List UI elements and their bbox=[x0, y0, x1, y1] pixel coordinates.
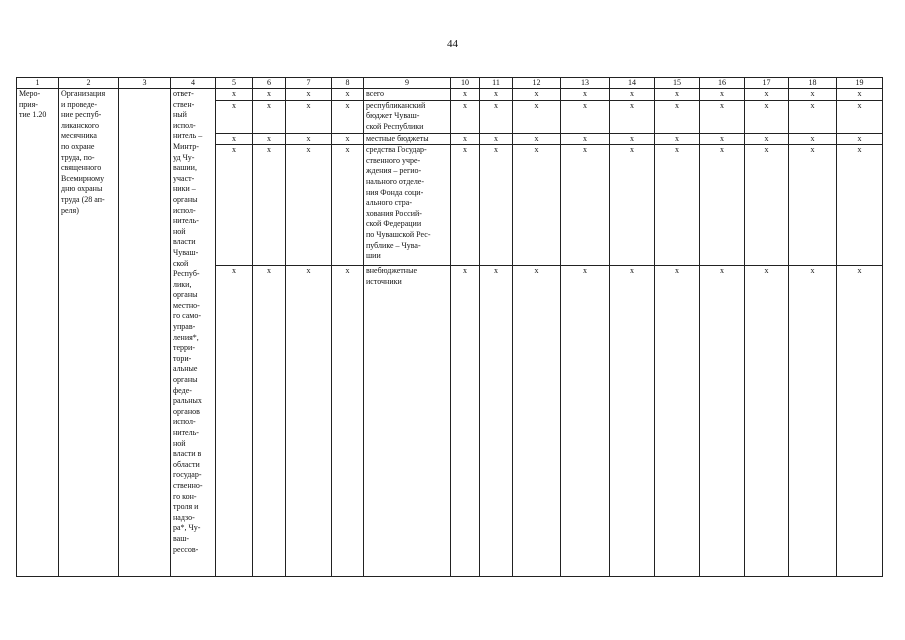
mark-cell: x bbox=[332, 145, 364, 266]
column-number: 1 bbox=[17, 78, 59, 89]
mark-cell: x bbox=[253, 145, 286, 266]
mark-cell: x bbox=[561, 89, 610, 101]
column-number: 17 bbox=[745, 78, 789, 89]
mark-cell: x bbox=[700, 89, 745, 101]
column-number: 4 bbox=[171, 78, 216, 89]
mark-cell: x bbox=[451, 266, 480, 577]
mark-cell: x bbox=[700, 100, 745, 133]
mark-cell: x bbox=[253, 100, 286, 133]
mark-cell: x bbox=[480, 266, 513, 577]
mark-cell: x bbox=[332, 266, 364, 577]
funding-source: средства Государ- ственного учре- ждения – регио- нального отделе- ния Фонда соци- ального стра- хования Россий- ской Федерации по Чувашской Рес- публике – Чува- шии bbox=[364, 145, 451, 266]
funding-source: всего bbox=[364, 89, 451, 101]
funding-source: республиканский бюджет Чуваш- ской Республики bbox=[364, 100, 451, 133]
mark-cell: x bbox=[286, 100, 332, 133]
mark-cell: x bbox=[480, 145, 513, 266]
mark-cell: x bbox=[286, 89, 332, 101]
column-number: 19 bbox=[837, 78, 883, 89]
mark-cell: x bbox=[837, 266, 883, 577]
mark-cell: x bbox=[610, 89, 655, 101]
mark-cell: x bbox=[789, 100, 837, 133]
mark-cell: x bbox=[789, 266, 837, 577]
mark-cell: x bbox=[700, 145, 745, 266]
mark-cell: x bbox=[789, 145, 837, 266]
funding-source: местные бюджеты bbox=[364, 133, 451, 145]
funding-row bbox=[17, 89, 883, 101]
mark-cell: x bbox=[286, 266, 332, 577]
mark-cell: x bbox=[837, 133, 883, 145]
mark-cell: x bbox=[216, 266, 253, 577]
mark-cell: x bbox=[216, 89, 253, 101]
mark-cell: x bbox=[745, 133, 789, 145]
mark-cell: x bbox=[561, 133, 610, 145]
column-number: 15 bbox=[655, 78, 700, 89]
mark-cell: x bbox=[253, 89, 286, 101]
mark-cell: x bbox=[451, 133, 480, 145]
mark-cell: x bbox=[789, 133, 837, 145]
mark-cell: x bbox=[286, 133, 332, 145]
mark-cell: x bbox=[745, 145, 789, 266]
mark-cell: x bbox=[745, 266, 789, 577]
mark-cell: x bbox=[655, 145, 700, 266]
mark-cell: x bbox=[837, 145, 883, 266]
mark-cell: x bbox=[216, 145, 253, 266]
mark-cell: x bbox=[610, 133, 655, 145]
mark-cell: x bbox=[655, 89, 700, 101]
column-number: 9 bbox=[364, 78, 451, 89]
mark-cell: x bbox=[480, 100, 513, 133]
mark-cell: x bbox=[837, 89, 883, 101]
mark-cell: x bbox=[332, 89, 364, 101]
mark-cell: x bbox=[513, 266, 561, 577]
mark-cell: x bbox=[610, 266, 655, 577]
mark-cell: x bbox=[451, 89, 480, 101]
program-table bbox=[16, 77, 883, 577]
mark-cell: x bbox=[332, 100, 364, 133]
mark-cell: x bbox=[655, 100, 700, 133]
mark-cell: x bbox=[700, 133, 745, 145]
mark-cell: x bbox=[513, 145, 561, 266]
mark-cell: x bbox=[480, 133, 513, 145]
mark-cell: x bbox=[451, 145, 480, 266]
column-number: 6 bbox=[253, 78, 286, 89]
column-number: 2 bbox=[59, 78, 119, 89]
event-title: Организация и проведе- ние респуб- ликанского месячника по охране труда, по- священного Всемирному дню охраны труда (28 ап- реля) bbox=[59, 89, 119, 577]
mark-cell: x bbox=[513, 133, 561, 145]
mark-cell: x bbox=[610, 100, 655, 133]
mark-cell: x bbox=[700, 266, 745, 577]
column-number: 13 bbox=[561, 78, 610, 89]
column-number: 5 bbox=[216, 78, 253, 89]
column-number: 8 bbox=[332, 78, 364, 89]
mark-cell: x bbox=[610, 145, 655, 266]
column-number: 10 bbox=[451, 78, 480, 89]
mark-cell: x bbox=[216, 100, 253, 133]
mark-cell: x bbox=[513, 89, 561, 101]
column-number: 12 bbox=[513, 78, 561, 89]
mark-cell: x bbox=[789, 89, 837, 101]
mark-cell: x bbox=[561, 100, 610, 133]
mark-cell: x bbox=[513, 100, 561, 133]
mark-cell: x bbox=[253, 266, 286, 577]
mark-cell: x bbox=[561, 266, 610, 577]
event-col3 bbox=[119, 89, 171, 577]
column-number: 14 bbox=[610, 78, 655, 89]
event-code: Меро- прия- тие 1.20 bbox=[17, 89, 59, 577]
column-number: 3 bbox=[119, 78, 171, 89]
mark-cell: x bbox=[837, 100, 883, 133]
funding-source: внебюджетные источники bbox=[364, 266, 451, 577]
column-number: 16 bbox=[700, 78, 745, 89]
mark-cell: x bbox=[561, 145, 610, 266]
column-number: 18 bbox=[789, 78, 837, 89]
mark-cell: x bbox=[745, 100, 789, 133]
mark-cell: x bbox=[253, 133, 286, 145]
column-number: 7 bbox=[286, 78, 332, 89]
column-number-row bbox=[17, 78, 883, 89]
mark-cell: x bbox=[655, 266, 700, 577]
mark-cell: x bbox=[216, 133, 253, 145]
page-number: 44 bbox=[447, 38, 458, 50]
mark-cell: x bbox=[286, 145, 332, 266]
mark-cell: x bbox=[745, 89, 789, 101]
column-number: 11 bbox=[480, 78, 513, 89]
mark-cell: x bbox=[451, 100, 480, 133]
mark-cell: x bbox=[655, 133, 700, 145]
event-executor: ответ- ствен- ный испол- нитель – Минтр- уд Чу- вашии, участ- ники – органы испол- нитель- ной власти Чуваш- ской Респуб- лики, органы местно- го само- управ- ления*, терри- тори- альные органы феде- ральных органов испол- нитель- ной власти в области государ- ственно- го кон- троля и надзо- ра*, Чу- ваш- рессов- bbox=[171, 89, 216, 577]
mark-cell: x bbox=[480, 89, 513, 101]
mark-cell: x bbox=[332, 133, 364, 145]
